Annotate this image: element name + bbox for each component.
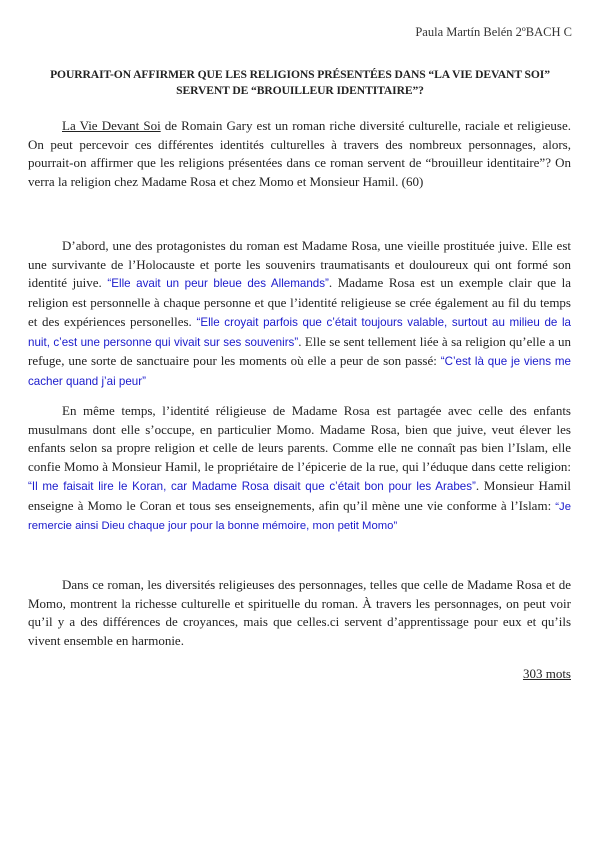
paragraph-conclusion: Dans ce roman, les diversités religieuses des personnages, telles que celle de Madame Rosa et de Momo, montrent la richesse culturelle et spirituelle du roman. À travers les personnages, on peut voir qu’il y a des différences de croyances, mais que celles.ci servent d’apprentissage pour eux et qu’ils vivent ensemble en harmonie. <box>28 577 571 649</box>
paragraph-text: . Madame Rosa est un exemple clair que la religion est personnelle à chaque personne et que l’identité religieuse se crée également au fil du temps et des expériences personelles. <box>28 275 572 329</box>
paragraph-madame-rosa <box>28 237 571 392</box>
quotation: “C’est là que je viens me cacher quand j’ai peur” <box>28 355 571 388</box>
paragraph-text: En même temps, l’identité réligieuse de Madame Rosa est partagée avec celle des enfants musulmans dont elle s’occupe, en particulier Momo. Madame Rosa, bien que juive, veut élever les enfants selon sa propre religion et celle de leurs parents. Comme elle ne connaît pas bien l’Islam, elle confie Momo à Monsieur Hamil, le propriétaire de l’épicerie de la rue, qui l’éduque dans cette religion: <box>28 403 571 475</box>
paragraph-text: D’abord, une des protagonistes du roman est Madame Rosa, une vieille prostituée juive. Elle est une survivante de l’Holocauste et porte les souvenirs traumatisants et douloureux qui ont formé son identité juive. <box>28 238 571 291</box>
quotation: “Elle avait un peur bleue des Allemands” <box>107 277 329 291</box>
paragraph-momo-hamil <box>28 402 571 536</box>
book-title: La Vie Devant Soi <box>62 118 161 133</box>
title-line-2: SERVENT DE “BROUILLEUR IDENTITAIRE”? <box>176 84 424 97</box>
quotation: “Je remercie ainsi Dieu chaque jour pour la bonne mémoire, mon petit Momo” <box>28 500 571 533</box>
paragraph-text: de Romain Gary est un roman riche diversité culturelle, raciale et religieuse. On peut percevoir ces différentes identités culturelles à travers des nombreux personnages, alors, pourrait-on affirmer que les religions présentées dans ce roman servent de “brouilleur identitaire”? On verra la religion chez Madame Rosa et chez Momo et Monsieur Hamil. (60) <box>28 118 571 190</box>
word-count: 303 mots <box>522 666 571 681</box>
title-line-1: POURRAIT-ON AFFIRMER QUE LES RELIGIONS PRÉSENTÉES DANS “LA VIE DEVANT SOI” <box>50 68 550 81</box>
author-line: Paula Martín Belén 2ºBACH C <box>415 25 572 39</box>
paragraph-text: . Elle se sent tellement liée à sa religion qu’elle a un refuge, une sorte de sanctuaire pour les moments où elle a peur de son passé: <box>28 333 571 369</box>
paragraph-introduction <box>28 117 571 192</box>
quotation: “Il me faisait lire le Koran, car Madame Rosa disait que c’était bon pour les Arabes” <box>28 479 476 493</box>
essay-title <box>30 67 570 99</box>
quotation: “Elle croyait parfois que c’était toujours valable, surtout au milieu de la nuit, c’est une personne qui vivait sur ses souvenirs” <box>28 315 571 349</box>
paragraph-text: . Monsieur Hamil enseigne à Momo le Coran et tous ses enseignements, afin qu’il mène une vie conforme à l’Islam: <box>28 477 571 513</box>
